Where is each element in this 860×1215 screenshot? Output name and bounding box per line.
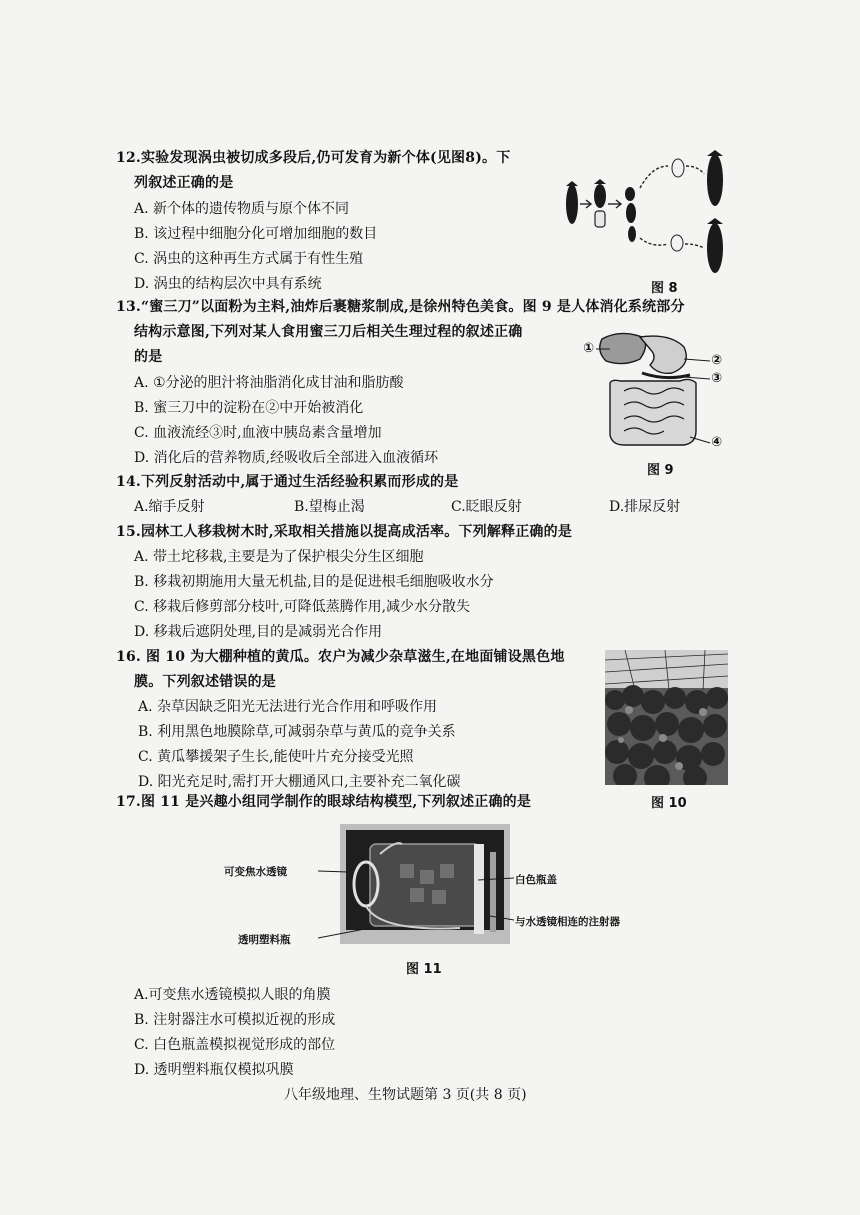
q13-option-a: A. ①分泌的胆汁将油脂消化成甘油和脂肪酸 xyxy=(134,375,404,391)
digestive-system-figure xyxy=(580,325,730,455)
q17-stem: 17.图 11 是兴趣小组同学制作的眼球结构模型,下列叙述正确的是 xyxy=(116,794,532,810)
page-footer: 八年级地理、生物试题第 3 页(共 8 页) xyxy=(284,1087,527,1103)
q12-stem-line1: 12.实验发现涡虫被切成多段后,仍可发育为新个体(见图8)。下 xyxy=(116,150,511,166)
q16-stem-line1: 16. 图 10 为大棚种植的黄瓜。农户为减少杂草滋生,在地面铺设黑色地 xyxy=(116,649,565,665)
figure-8-caption: 图 8 xyxy=(651,281,678,296)
q12-option-d: D. 涡虫的结构层次中具有系统 xyxy=(134,276,322,292)
figure-11-caption: 图 11 xyxy=(406,962,442,977)
q13-stem-line3: 的是 xyxy=(134,349,163,365)
figure-9-label-1: ① xyxy=(583,341,595,356)
figure-11-label-cap: 白色瓶盖 xyxy=(515,874,557,886)
figure-9-caption: 图 9 xyxy=(647,463,674,478)
q15-option-c: C. 移栽后修剪部分枝叶,可降低蒸腾作用,减少水分散失 xyxy=(134,599,471,615)
figure-11-label-bottle: 透明塑料瓶 xyxy=(238,934,291,946)
q14-option-d: D.排尿反射 xyxy=(609,499,681,515)
planarian-whole xyxy=(566,184,578,224)
planarian-regenerated-1 xyxy=(707,154,723,206)
figure-9-label-4: ④ xyxy=(711,435,723,450)
planarian-mid-piece xyxy=(626,203,636,223)
q16-option-d: D. 阳光充足时,需打开大棚通风口,主要补充二氧化碳 xyxy=(138,774,461,790)
q12-option-c: C. 涡虫的这种再生方式属于有性生殖 xyxy=(134,251,364,267)
q17-option-d: D. 透明塑料瓶仅模拟巩膜 xyxy=(134,1062,294,1078)
planarian-segment-top xyxy=(594,184,606,208)
figure-11-label-lens: 可变焦水透镜 xyxy=(224,866,287,878)
q14-option-c: C.眨眼反射 xyxy=(451,499,522,515)
q14-stem: 14.下列反射活动中,属于通过生活经验积累而形成的是 xyxy=(116,474,459,490)
q14-option-b: B.望梅止渴 xyxy=(294,499,365,515)
q12-option-b: B. 该过程中细胞分化可增加细胞的数目 xyxy=(134,226,378,242)
q17-option-b: B. 注射器注水可模拟近视的形成 xyxy=(134,1012,336,1028)
q13-option-d: D. 消化后的营养物质,经吸收后全部进入血液循环 xyxy=(134,450,439,466)
planarian-head-piece xyxy=(625,187,635,201)
q17-option-a: A.可变焦水透镜模拟人眼的角膜 xyxy=(134,987,331,1003)
q14-option-a: A.缩手反射 xyxy=(134,499,205,515)
q15-option-d: D. 移栽后遮阴处理,目的是减弱光合作用 xyxy=(134,624,383,640)
planarian-segment-bottom xyxy=(595,211,605,227)
planarian-figure xyxy=(560,148,740,276)
figure-10-caption: 图 10 xyxy=(651,796,687,811)
figure-9-label-3: ③ xyxy=(711,371,723,386)
q13-option-b: B. 蜜三刀中的淀粉在②中开始被消化 xyxy=(134,400,364,416)
q12-stem-line2: 列叙述正确的是 xyxy=(134,175,234,191)
planarian-regenerated-2 xyxy=(707,223,723,273)
q17-option-c: C. 白色瓶盖模拟视觉形成的部位 xyxy=(134,1037,336,1053)
q16-option-b: B. 利用黑色地膜除草,可减弱杂草与黄瓜的竞争关系 xyxy=(138,724,456,740)
q15-option-b: B. 移栽初期施用大量无机盐,目的是促进根毛细胞吸收水分 xyxy=(134,574,494,590)
q13-stem-line1: 13.“蜜三刀”以面粉为主料,油炸后裹糖浆制成,是徐州特色美食。图 9 是人体消化系统部分 xyxy=(116,299,685,315)
q16-option-c: C. 黄瓜攀援架子生长,能使叶片充分接受光照 xyxy=(138,749,414,765)
q13-stem-line2: 结构示意图,下列对某人食用蜜三刀后相关生理过程的叙述正确 xyxy=(134,324,523,340)
figure-11-label-syringe: 与水透镜相连的注射器 xyxy=(515,916,620,928)
q15-stem: 15.园林工人移栽树木时,采取相关措施以提高成活率。下列解释正确的是 xyxy=(116,524,573,540)
q12-option-a: A. 新个体的遗传物质与原个体不同 xyxy=(134,201,350,217)
greenhouse-cucumber-photo xyxy=(605,650,728,785)
q16-stem-line2: 膜。下列叙述错误的是 xyxy=(134,674,276,690)
stomach-shape xyxy=(640,336,686,373)
q16-option-a: A. 杂草因缺乏阳光无法进行光合作用和呼吸作用 xyxy=(138,699,438,715)
large-intestine-shape xyxy=(610,379,696,445)
q15-option-a: A. 带土坨移栽,主要是为了保护根尖分生区细胞 xyxy=(134,549,424,565)
q13-option-c: C. 血液流经③时,血液中胰岛素含量增加 xyxy=(134,425,382,441)
figure-9-label-2: ② xyxy=(711,353,723,368)
